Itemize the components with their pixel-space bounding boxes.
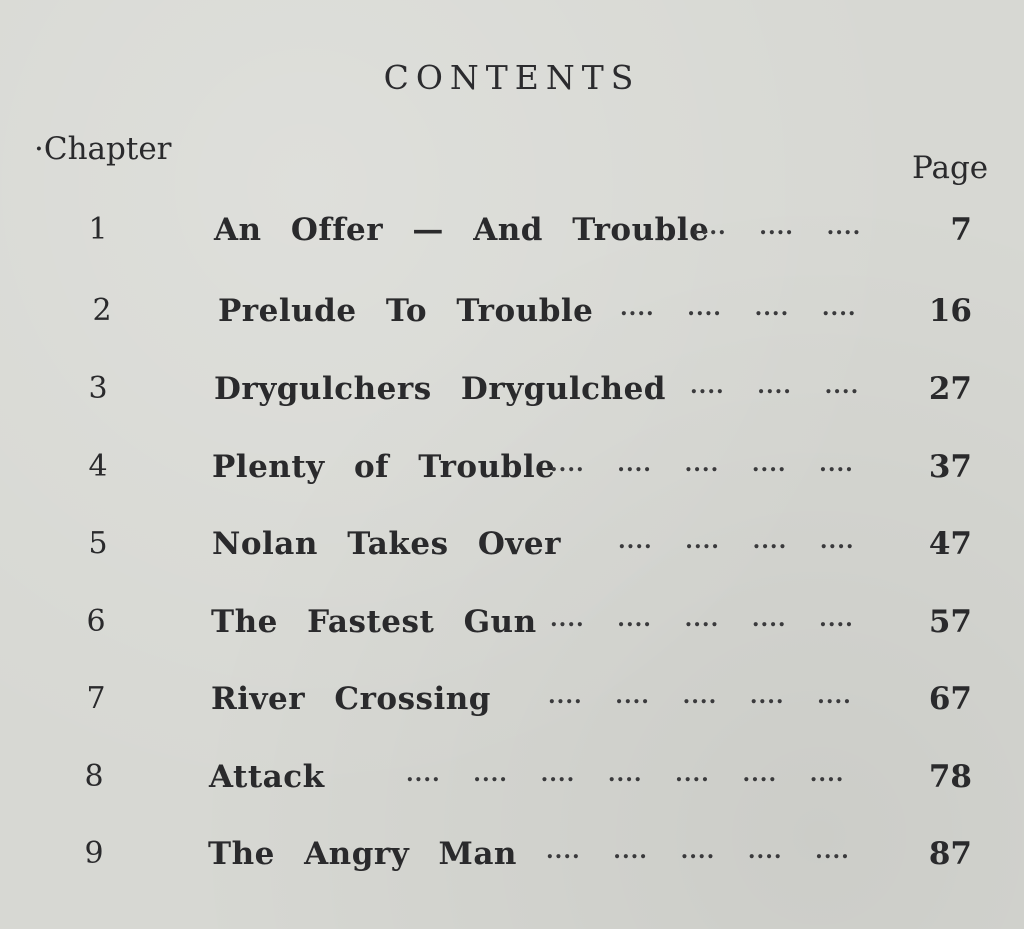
page-number: 78 bbox=[928, 759, 972, 795]
page-title: CONTENTS bbox=[383, 58, 641, 97]
toc-entry bbox=[0, 681, 1024, 729]
page-number: 37 bbox=[928, 449, 972, 485]
chapter-number: 6 bbox=[86, 604, 106, 639]
dot-leader: .... .... .... .... .... bbox=[546, 838, 850, 864]
toc-entry bbox=[0, 836, 1024, 884]
chapter-number: 5 bbox=[88, 526, 108, 561]
page-number: 87 bbox=[928, 836, 972, 872]
page-number: 16 bbox=[928, 293, 972, 329]
dot-leader: .... .... .... bbox=[692, 214, 862, 240]
chapter-title: Plenty of Trouble bbox=[212, 449, 556, 485]
toc-entry bbox=[0, 293, 1024, 341]
dot-leader: .... .... .... .... bbox=[620, 295, 857, 321]
chapter-title: Prelude To Trouble bbox=[218, 293, 594, 329]
chapter-number: 4 bbox=[88, 449, 108, 484]
page-number: 67 bbox=[928, 681, 972, 717]
toc-entry bbox=[0, 604, 1024, 652]
dot-leader: .... .... .... .... .... bbox=[548, 683, 852, 709]
chapter-title: Attack bbox=[209, 759, 325, 795]
chapter-number: 9 bbox=[84, 836, 104, 871]
page-number: 7 bbox=[950, 212, 972, 248]
page-number: 27 bbox=[928, 371, 972, 407]
dot-leader: .... .... .... bbox=[690, 373, 860, 399]
chapter-number: 1 bbox=[88, 212, 108, 247]
dot-leader: .... .... .... .... .... bbox=[550, 451, 854, 477]
toc-entry bbox=[0, 212, 1024, 260]
toc-entry bbox=[0, 526, 1024, 574]
chapter-title: Nolan Takes Over bbox=[212, 526, 561, 562]
chapter-title: The Angry Man bbox=[208, 836, 517, 872]
dot-leader: .... .... .... .... .... bbox=[550, 606, 854, 632]
chapter-number: 2 bbox=[92, 293, 112, 328]
chapter-title: Drygulchers Drygulched bbox=[214, 371, 666, 407]
page-column-header: Page bbox=[912, 150, 989, 186]
chapter-number: 8 bbox=[84, 759, 104, 794]
toc-entry bbox=[0, 371, 1024, 419]
toc-entry bbox=[0, 759, 1024, 807]
chapter-column-header: ·Chapter bbox=[34, 131, 172, 167]
chapter-title: River Crossing bbox=[211, 681, 491, 717]
chapter-number: 3 bbox=[88, 371, 108, 406]
page-number: 47 bbox=[928, 526, 972, 562]
page-number: 57 bbox=[928, 604, 972, 640]
toc-entry bbox=[0, 449, 1024, 497]
chapter-title: The Fastest Gun bbox=[211, 604, 537, 640]
dot-leader: .... .... .... .... bbox=[618, 528, 855, 554]
dot-leader: .... .... .... .... .... .... .... bbox=[406, 761, 845, 787]
chapter-title: An Offer — And Trouble bbox=[214, 212, 710, 248]
chapter-number: 7 bbox=[86, 681, 106, 716]
